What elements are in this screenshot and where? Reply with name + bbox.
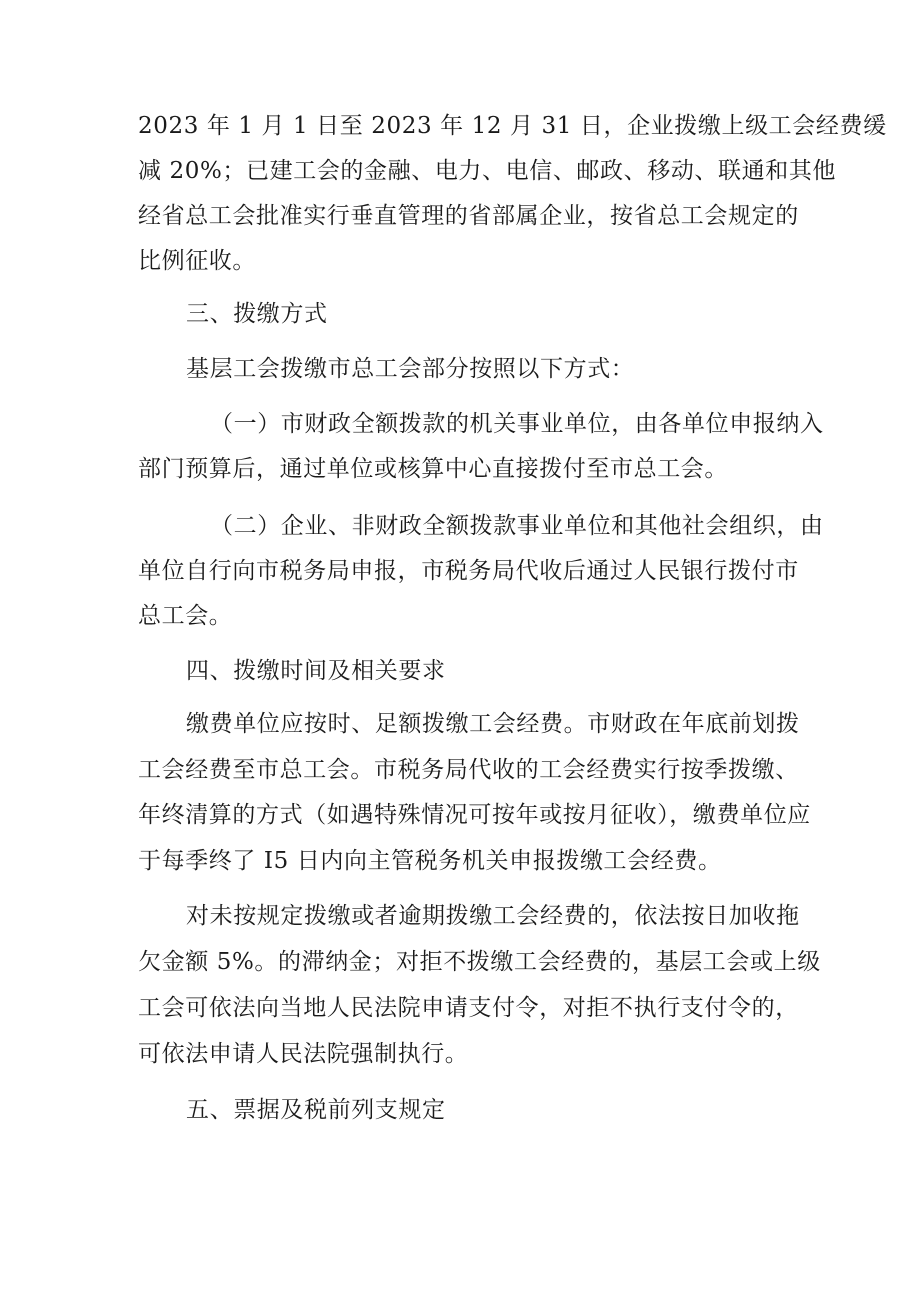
paragraph-line: 对未按规定拨缴或者逾期拨缴工会经费的，依法按日加收拖	[186, 903, 800, 929]
paragraph-line: （一）市财政全额拨款的机关事业单位，由各单位申报纳入	[210, 411, 824, 437]
section-heading-3: 三、拨缴方式	[186, 301, 328, 327]
paragraph-line: 缴费单位应按时、足额拨缴工会经费。市财政在年底前划拨	[186, 711, 800, 737]
paragraph-line: 单位自行向市税务局申报，市税务局代收后通过人民银行拨付市	[138, 558, 799, 584]
paragraph-line: 比例征收。	[138, 248, 256, 274]
paragraph-line: 2023 年 1 月 1 日至 2023 年 12 月 31 日，企业拨缴上级工会经费缓	[138, 113, 887, 139]
paragraph-line: 总工会。	[138, 603, 233, 629]
paragraph-line: 于每季终了 I5 日内向主管税务机关申报拨缴工会经费。	[138, 848, 722, 874]
paragraph-line: 工会可依法向当地人民法院申请支付令，对拒不执行支付令的，	[138, 995, 799, 1021]
paragraph-line: 工会经费至市总工会。市税务局代收的工会经费实行按季拨缴、	[138, 757, 799, 783]
paragraph-line: 年终清算的方式（如遇特殊情况可按年或按月征收），缴费单位应	[138, 802, 811, 828]
section-heading-5: 五、票据及税前列支规定	[186, 1097, 446, 1123]
paragraph-line: 可依法申请人民法院强制执行。	[138, 1041, 469, 1067]
section-heading-4: 四、拨缴时间及相关要求	[186, 658, 446, 684]
paragraph-line: 基层工会拨缴市总工会部分按照以下方式：	[186, 356, 635, 382]
paragraph-line: 部门预算后，通过单位或核算中心直接拨付至市总工会。	[138, 456, 728, 482]
paragraph-line: 减 20%；已建工会的金融、电力、电信、邮政、移动、联通和其他	[138, 158, 837, 184]
paragraph-line: 经省总工会批准实行垂直管理的省部属企业，按省总工会规定的	[138, 203, 799, 229]
paragraph-line: （二）企业、非财政全额拨款事业单位和其他社会组织，由	[210, 513, 824, 539]
paragraph-line: 欠金额 5%。的滞纳金；对拒不拨缴工会经费的，基层工会或上级	[138, 949, 821, 975]
